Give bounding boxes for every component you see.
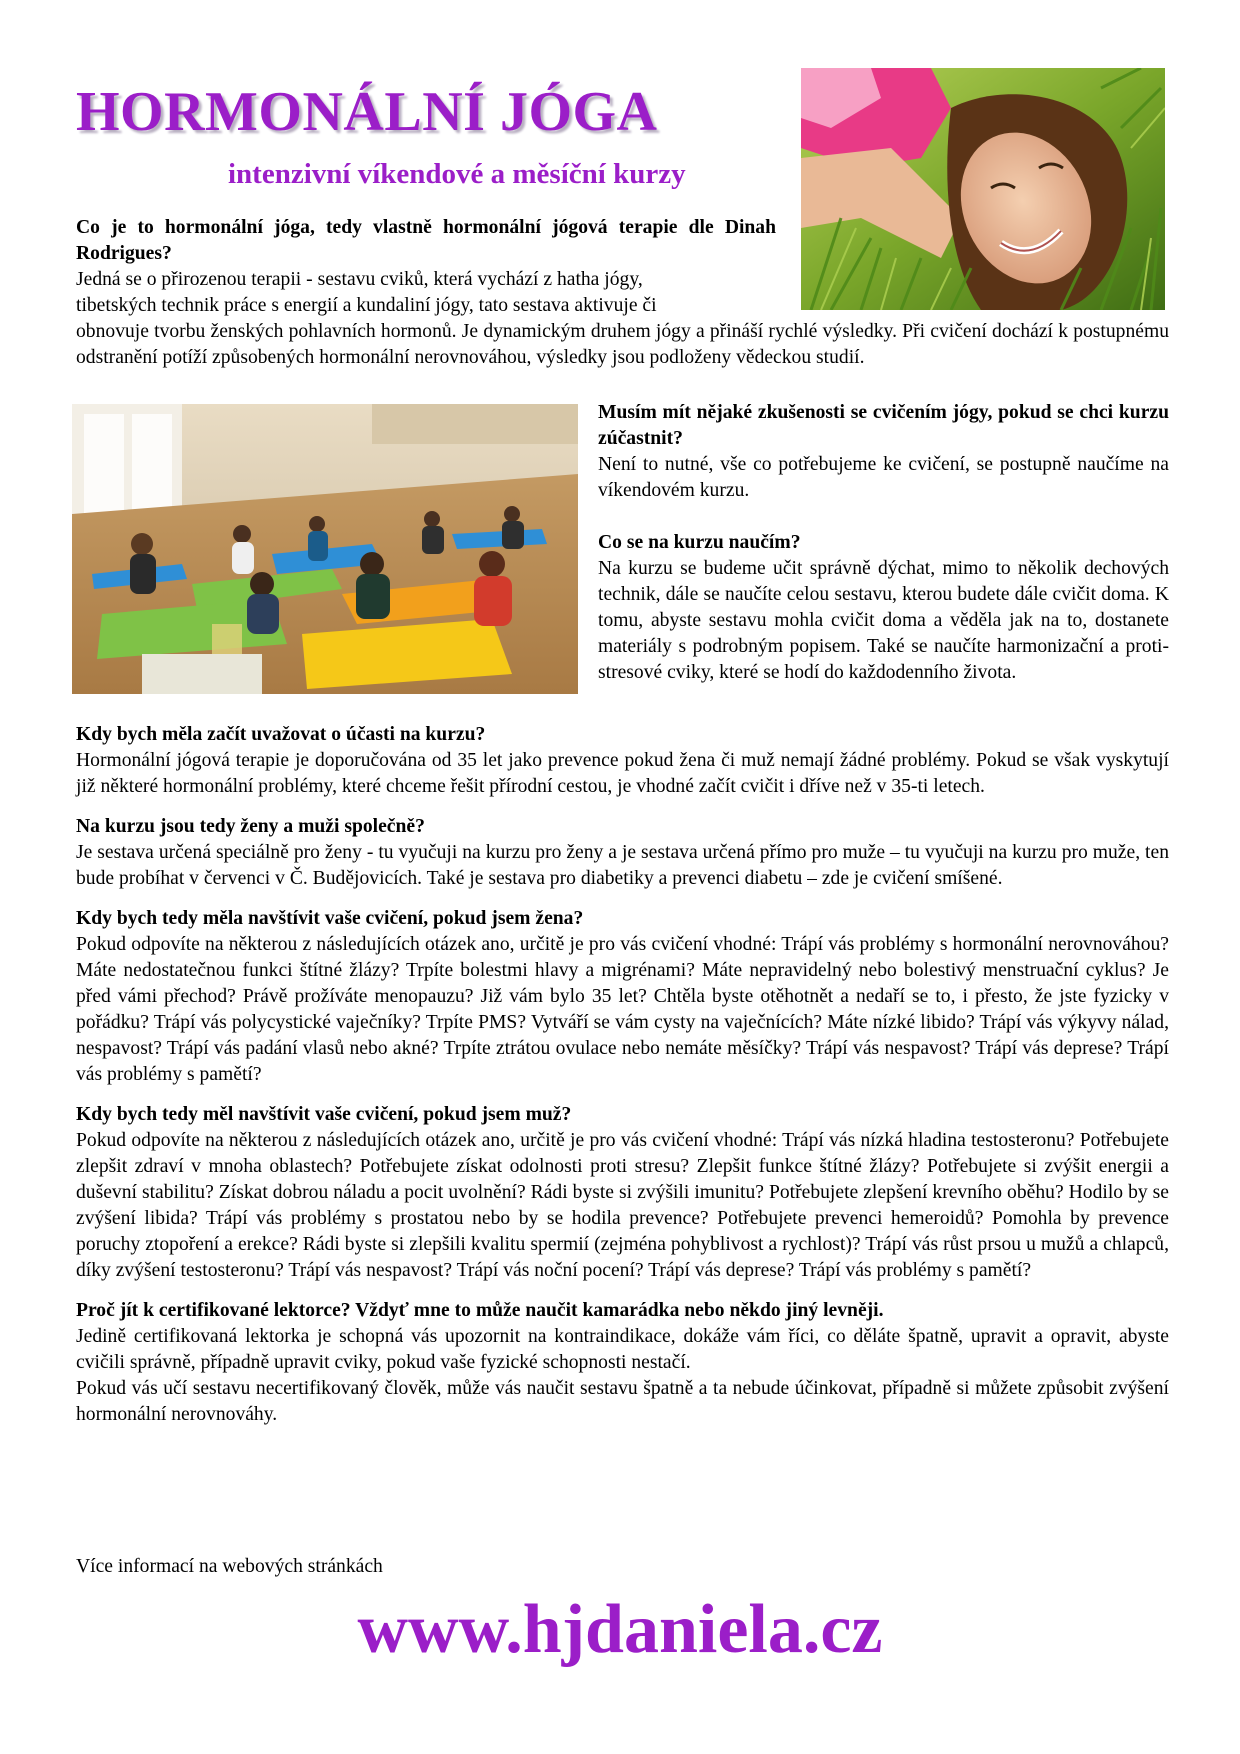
website-link[interactable]: www.hjdaniela.cz [357,1591,883,1668]
intro-rest: obnovuje tvorbu ženských pohlavních hormonů. Je dynamickým druhem jógy a přináší rychlé výsledky. Při cvičení dochází k postupnému odstranění potíží způsobených hormonální nerovnováhou, výsledky jsou podloženy vědeckou studií. [76,321,1169,368]
when-answer: Hormonální jógová terapie je doporučována od 35 let jako prevence pokud žena či muž nemají žádné problémy. Pokud se však vyskytují již některé hormonální problémy, které chceme řešit přírodní cestou, je vhodné začít cvičit i dříve než v 35-ti letech. [76,750,1169,797]
certified-question: Proč jít k certifikované lektorce? Vždyť mne to může naučit kamarádka nebo někdo jiný levněji. [76,1300,884,1321]
class-photo [72,404,578,694]
learn-question: Co se na kurzu naučím? [598,532,801,553]
certified-answer-2: Pokud vás učí sestavu necertifikovaný člověk, může vás naučit sestavu špatně a ta nebude účinkovat, případně si můžete způsobit zvýšení hormonální nerovnováhy. [76,1378,1169,1425]
intro-section [76,215,1169,371]
experience-question: Musím mít nějaké zkušenosti se cvičením jógy, pokud se chci kurzu zúčastnit? [598,402,1169,449]
page-subtitle: intenzivní víkendové a měsíční kurzy [228,158,686,190]
certified-answer-1: Jedině certifikovaná lektorka je schopná vás upozornit na kontraindikace, dokáže vám říci, co děláte špatně, upravit a opravit, abyste cvičili správně, případně upravit cviky, pokud vaše fyzické schopnosti nestačí. [76,1326,1169,1373]
when-question: Kdy bych měla začít uvažovat o účasti na kurzu? [76,724,486,745]
more-info-text: Více informací na webových stránkách [76,1556,383,1577]
intro-line-2: tibetských technik práce s energií a kundaliní jógy, tato sestava aktivuje či [76,295,657,316]
faq-section [76,722,1169,1428]
men-question: Kdy bych tedy měl navštívit vaše cvičení, pokud jsem muž? [76,1104,572,1125]
experience-answer: Není to nutné, vše co potřebujeme ke cvičení, se postupně naučíme na víkendovém kurzu. [598,454,1169,501]
learn-answer: Na kurzu se budeme učit správně dýchat, mimo to několik dechových technik, dále se naučíte celou sestavu, kterou budete dále cvičit doma. K tomu, abyste sestavu mohla cvičit doma a věděla jak na to, dostanete materiály s podrobným popisem. Také se naučíte harmonizační a proti-stresové cviky, které se hodí do každodenního života. [598,558,1169,683]
together-answer: Je sestava určená speciálně pro ženy - tu vyučuji na kurzu pro ženy a je sestava určená přímo pro muže – tu vyučuji na kurzu pro muže, ten bude probíhat v červenci v Č. Budějovicích. Také je sestava pro diabetiky a prevenci diabetu – zde je cvičení smíšené. [76,842,1169,889]
intro-line-1: Jedná se o přirozenou terapii - sestavu cviků, která vychází z hatha jógy, [76,269,643,290]
together-question: Na kurzu jsou tedy ženy a muži společně? [76,816,425,837]
women-question: Kdy bych tedy měla navštívit vaše cvičení, pokud jsem žena? [76,908,584,929]
intro-question: Co je to hormonální jóga, tedy vlastně hormonální jógová terapie dle Dinah Rodrigues? [76,217,776,264]
women-answer: Pokud odpovíte na některou z následujících otázek ano, určitě je pro vás cvičení vhodné: Trápí vás problémy s hormonální nerovnováhou? Máte nedostatečnou funkci štítné žlázy? Trpíte bolestmi hlavy a migrénami? Máte nepravidelný nebo bolestivý menstruační cyklus? Je před vámi přechod? Právě prožíváte menopauzu? Již vám bylo 35 let? Chtěla byste otěhotnět a nedaří se to, i přesto, že jste fyzicky v pořádku? Trápí vás polycystické vaječníky? Trpíte PMS? Vytváří se vám cysty na vaječnících? Máte nízké libido? Trápí vás výkyvy nálad, nespavost? Trápí vás padání vlasů nebo akné? Trpíte ztrátou ovulace nebo nemáte měsíčky? Trápí vás nespavost? Trápí vás deprese? Trápí vás problémy s pamětí? [76,934,1169,1085]
men-answer: Pokud odpovíte na některou z následujících otázek ano, určitě je pro vás cvičení vhodné: Trápí vás nízká hladina testosteronu? Potřebujete zlepšit zdraví v mnoha oblastech? Potřebujete získat odolnosti proti stresu? Zlepšit funkce štítné žlázy? Potřebujete si zvýšit energii a duševní stabilitu? Získat dobrou náladu a pocit uvolnění? Rádi byste si zvýšili imunitu? Potřebujete zlepšení krevního oběhu? Hodilo by se zvýšení libida? Trápí vás problémy s prostatou nebo by se hodila prevence? Potřebujete prevenci hemeroidů? Pomohla by prevence poruchy ztopoření a erekce? Rádi byste si zlepšili kvalitu spermií (zejména pohyblivost a rychlost)? Trápí vás růst prsou u mužů a chlapců, díky zvýšení testosteronu? Trápí vás nespavost? Trápí vás noční pocení? Trápí vás deprese? Trápí vás problémy s pamětí? [76,1130,1169,1281]
experience-section [598,400,1169,686]
page-title: HORMONÁLNÍ JÓGA [76,81,658,143]
class-photo-illustration [72,404,578,694]
